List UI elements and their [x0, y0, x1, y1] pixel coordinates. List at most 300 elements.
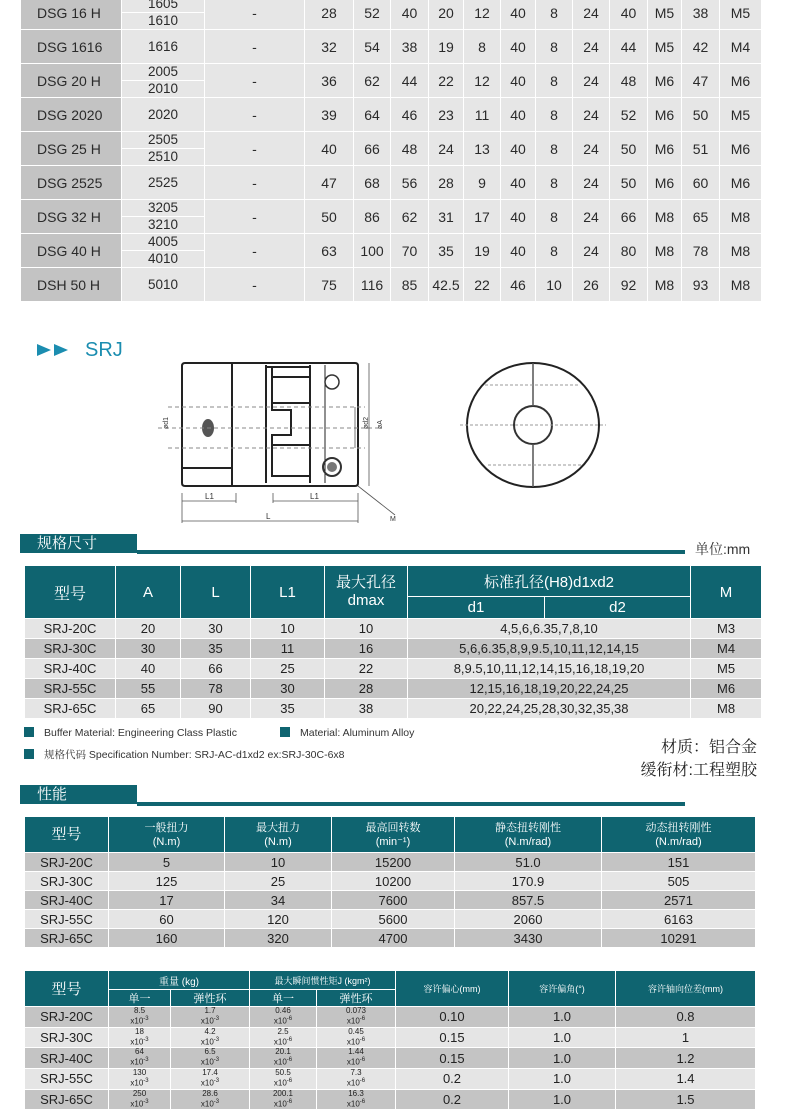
exponent: -3 — [143, 1016, 149, 1022]
table-row — [21, 268, 762, 302]
value-cell: 50 — [610, 132, 648, 166]
dsg-dimension-table — [20, 0, 762, 302]
value-cell: 26 — [573, 268, 610, 302]
screw-code: 1610 — [122, 12, 204, 29]
unit-label: 单位:mm — [695, 541, 751, 557]
perf-cell: 120 — [225, 910, 332, 929]
sci-cell — [250, 1068, 317, 1089]
value-cell: 46 — [501, 268, 536, 302]
value-cell: 19 — [464, 234, 501, 268]
legend-buffer — [24, 727, 237, 739]
perf-cell: 7600 — [332, 891, 455, 910]
value-cell: 8 — [536, 166, 573, 200]
L-cell: 66 — [181, 659, 251, 679]
perf-header-unit: (N.m/rad) — [655, 835, 702, 848]
table-row — [21, 30, 762, 64]
table-row — [25, 853, 756, 872]
sci-cell — [109, 1027, 171, 1048]
srj-title — [37, 338, 123, 362]
value-cell: 75 — [305, 268, 354, 302]
value-cell: 56 — [391, 166, 429, 200]
header-inertia: 最大瞬间惯性矩J (kgm²) — [250, 971, 396, 990]
exponent-part: $x10^{-6}$ — [346, 1057, 366, 1067]
value-cell: 54 — [354, 30, 391, 64]
perf-header — [602, 817, 756, 853]
value-cell: 36 — [305, 64, 354, 98]
sci-cell — [109, 1048, 171, 1069]
exponent-part: $x10^{-3}$ — [200, 1016, 220, 1026]
table-row — [21, 166, 762, 200]
perf-cell: 2571 — [602, 891, 756, 910]
header-A: A — [116, 566, 181, 619]
bore-sizes-cell: 8,9.5,10,11,12,14,15,16,18,19,20 — [408, 659, 691, 679]
value-cell: M6 — [648, 166, 682, 200]
perf-cell: 4700 — [332, 929, 455, 948]
value-cell: 8 — [536, 0, 573, 30]
model-cell: DSG 32 H — [21, 200, 122, 234]
table-row — [25, 1048, 756, 1069]
table-row — [21, 98, 762, 132]
exponent: -6 — [359, 1098, 366, 1105]
perf-cell: 160 — [109, 929, 225, 948]
perf-cell: 10291 — [602, 929, 756, 948]
exponent: -3 — [213, 1057, 220, 1064]
exponent-part: $x10^{-6}$ — [346, 1016, 366, 1026]
perf-cell: 320 — [225, 929, 332, 948]
screw-code: 3210 — [122, 216, 204, 233]
perf-header-label: 型号 — [51, 825, 82, 843]
dmax-cell: 10 — [325, 619, 408, 639]
screw-code: 2505 — [147, 132, 179, 147]
screw-code: 4010 — [122, 250, 204, 267]
srj-coupling-drawing — [150, 355, 610, 530]
value-cell: 8 — [464, 30, 501, 64]
sci-value — [201, 1090, 219, 1109]
perf-header-unit: (N.m) — [264, 835, 292, 848]
perf-cell: 857.5 — [455, 891, 602, 910]
value-cell: 65 — [682, 200, 720, 234]
perf-cell: SRJ-40C — [25, 891, 109, 910]
value-cell: 8 — [536, 30, 573, 64]
value-cell: 46 — [391, 98, 429, 132]
value-cell: 63 — [305, 234, 354, 268]
table-row — [21, 132, 762, 166]
exponent: -3 — [143, 1098, 149, 1105]
perf-header — [225, 817, 332, 853]
value-cell: 24 — [573, 132, 610, 166]
value-cell: 10 — [536, 268, 573, 302]
header-weight: 重量 (kg) — [109, 971, 250, 990]
table-row — [25, 1027, 756, 1048]
M-cell: M8 — [691, 699, 762, 719]
table-row — [25, 1068, 756, 1089]
perf-section-header: 性能 — [20, 785, 137, 804]
bore-sizes-cell: 4,5,6,6.35,7,8,10 — [408, 619, 691, 639]
value-cell: 40 — [501, 200, 536, 234]
legend-code — [24, 747, 345, 762]
sci-cell — [317, 1048, 396, 1069]
exponent-part: $x10^{-3}$ — [200, 1098, 220, 1109]
value-cell: 66 — [610, 200, 648, 234]
screw-code-cell — [122, 268, 205, 302]
value-cell: M5 — [720, 0, 762, 30]
dash-cell: - — [205, 166, 305, 200]
header-weight-ring: 弹性环 — [171, 990, 250, 1007]
M-cell: M4 — [691, 639, 762, 659]
legend-material-text: Material: Aluminum Alloy — [300, 727, 415, 739]
value-cell: 50 — [682, 98, 720, 132]
exponent: -3 — [213, 1016, 220, 1022]
mantissa: 20.1 — [275, 1047, 291, 1057]
table-row — [21, 0, 762, 30]
perf-cell: 5 — [109, 853, 225, 872]
perf-cell: 34 — [225, 891, 332, 910]
legend-code-text: 规格代码 Specification Number: SRJ-AC-d1xd2 ex:SRJ-30C-6x8 — [44, 749, 345, 761]
value-cell: 64 — [354, 98, 391, 132]
value-cell: 78 — [682, 234, 720, 268]
value-cell: M6 — [648, 98, 682, 132]
L1-cell: 11 — [251, 639, 325, 659]
value-cell: 62 — [354, 64, 391, 98]
sci-cell — [109, 1007, 171, 1028]
value-cell: 100 — [354, 234, 391, 268]
value-cell: 38 — [682, 0, 720, 30]
sci-cell — [317, 1027, 396, 1048]
screw-code-cell — [122, 30, 205, 64]
value-cell: 8 — [536, 234, 573, 268]
perf-header — [25, 817, 109, 853]
model-cell: SRJ-55C — [25, 679, 116, 699]
exponent-part: $x10^{-6}$ — [346, 1098, 366, 1109]
value-cell: 116 — [354, 268, 391, 302]
exponent-part: $x10^{-3}$ — [130, 1077, 149, 1088]
legend-buffer-text: Buffer Material: Engineering Class Plastic — [44, 727, 237, 739]
sci-value — [130, 1069, 148, 1088]
A-cell: 30 — [116, 639, 181, 659]
ecc-cell: 0.15 — [396, 1027, 509, 1048]
model-cell: DSG 2020 — [21, 98, 122, 132]
ecc-cell: 0.2 — [396, 1068, 509, 1089]
sci-cell — [171, 1089, 250, 1110]
performance-table — [24, 816, 756, 948]
sci-value — [201, 1028, 219, 1047]
bore-sizes-cell: 20,22,24,25,28,30,32,35,38 — [408, 699, 691, 719]
exponent-part: $x10^{-6}$ — [346, 1077, 366, 1088]
value-cell: 24 — [573, 200, 610, 234]
value-cell: 32 — [305, 30, 354, 64]
value-cell: 40 — [610, 0, 648, 30]
model-cell: SRJ-30C — [25, 1027, 109, 1048]
header-dmax-en: dmax — [347, 592, 385, 609]
ecc-cell: 0.10 — [396, 1007, 509, 1028]
table-row — [25, 1089, 756, 1110]
perf-header-label: 最高回转数 — [365, 821, 421, 834]
model-cell: DSG 20 H — [21, 64, 122, 98]
exponent-part: $x10^{-6}$ — [346, 1036, 366, 1047]
header-L: L — [181, 566, 251, 619]
value-cell: 80 — [610, 234, 648, 268]
exponent: -6 — [359, 1077, 366, 1084]
angle-cell: 1.0 — [509, 1068, 616, 1089]
screw-code-cell — [122, 0, 205, 30]
screw-code: 3205 — [147, 200, 179, 215]
sci-value — [274, 1069, 292, 1088]
screw-code: 2525 — [147, 175, 179, 190]
legend-square-icon — [24, 749, 34, 759]
exponent-part: $x10^{-6}$ — [273, 1057, 293, 1067]
value-cell: 24 — [573, 0, 610, 30]
value-cell: M6 — [648, 132, 682, 166]
header-L1: L1 — [251, 566, 325, 619]
value-cell: M8 — [720, 268, 762, 302]
sci-cell — [171, 1007, 250, 1028]
sci-cell — [250, 1048, 317, 1069]
value-cell: 31 — [429, 200, 464, 234]
model-cell: SRJ-20C — [25, 619, 116, 639]
sci-value — [347, 1090, 365, 1109]
exponent-part: $x10^{-3}$ — [200, 1036, 220, 1047]
screw-code: 5010 — [147, 277, 179, 292]
value-cell: 92 — [610, 268, 648, 302]
sci-cell — [317, 1089, 396, 1110]
value-cell: M8 — [648, 268, 682, 302]
value-cell: 62 — [391, 200, 429, 234]
value-cell: 38 — [391, 30, 429, 64]
sci-cell — [317, 1007, 396, 1028]
perf-cell: SRJ-30C — [25, 872, 109, 891]
sci-value — [346, 1007, 366, 1026]
spec-section-header: 规格尺寸 — [20, 534, 137, 553]
perf-cell: SRJ-20C — [25, 853, 109, 872]
value-cell: 60 — [682, 166, 720, 200]
mantissa: 4.2 — [204, 1027, 216, 1036]
bore-sizes-cell: 12,15,16,18,19,20,22,24,25 — [408, 679, 691, 699]
exponent: -6 — [286, 1057, 293, 1064]
value-cell: 28 — [429, 166, 464, 200]
exponent-part: $x10^{-6}$ — [273, 1098, 293, 1109]
mantissa: 0.45 — [348, 1027, 364, 1036]
value-cell: 12 — [464, 0, 501, 30]
L-cell: 90 — [181, 699, 251, 719]
value-cell: M6 — [720, 166, 762, 200]
exponent-part: $x10^{-3}$ — [200, 1077, 220, 1088]
value-cell: 40 — [501, 98, 536, 132]
perf-header-unit: (N.m) — [152, 835, 181, 848]
value-cell: 40 — [501, 30, 536, 64]
axial-cell: 1 — [616, 1027, 756, 1048]
M-cell: M3 — [691, 619, 762, 639]
perf-cell: 10 — [225, 853, 332, 872]
perf-cell: 3430 — [455, 929, 602, 948]
model-cell: DSH 50 H — [21, 268, 122, 302]
screw-code-cell — [122, 234, 205, 268]
legend-square-icon — [24, 727, 34, 737]
material-cn: 材质：铝合金 — [660, 739, 757, 756]
value-cell: 52 — [354, 0, 391, 30]
value-cell: 44 — [391, 64, 429, 98]
value-cell: 44 — [610, 30, 648, 64]
perf-header — [332, 817, 455, 853]
table-row — [21, 234, 762, 268]
L-cell: 30 — [181, 619, 251, 639]
table-row — [25, 699, 762, 719]
srj-title-text: SRJ — [85, 338, 123, 361]
value-cell: M6 — [720, 132, 762, 166]
value-cell: 40 — [305, 132, 354, 166]
sci-value — [273, 1090, 293, 1109]
buffer-cn: 缓衔材:工程塑胶 — [640, 762, 757, 779]
mantissa: 2.5 — [277, 1027, 289, 1036]
value-cell: 8 — [536, 64, 573, 98]
value-cell: 17 — [464, 200, 501, 234]
sci-value — [274, 1007, 292, 1026]
model-cell: SRJ-20C — [25, 1007, 109, 1028]
value-cell: 35 — [429, 234, 464, 268]
perf-cell: 25 — [225, 872, 332, 891]
perf-cell: SRJ-65C — [25, 929, 109, 948]
header-bore: 标准孔径(H8)d1xd2 — [408, 566, 691, 597]
header-model: 型号 — [25, 971, 109, 1007]
value-cell: 8 — [536, 98, 573, 132]
value-cell: 40 — [501, 166, 536, 200]
divider — [137, 802, 685, 806]
value-cell: 42.5 — [429, 268, 464, 302]
weight-inertia-table — [24, 970, 756, 1110]
value-cell: 28 — [305, 0, 354, 30]
perf-cell: 5600 — [332, 910, 455, 929]
value-cell: M5 — [648, 0, 682, 30]
double-arrow-icon — [37, 343, 73, 357]
header-eccentricity: 容许偏心(mm) — [396, 971, 509, 1007]
model-cell: SRJ-40C — [25, 1048, 109, 1069]
sci-value — [347, 1028, 365, 1047]
sci-cell — [250, 1007, 317, 1028]
exponent: -6 — [286, 1098, 293, 1105]
axial-cell: 1.2 — [616, 1048, 756, 1069]
table-row — [25, 619, 762, 639]
sci-value — [274, 1028, 292, 1047]
L1-cell: 35 — [251, 699, 325, 719]
bore-sizes-cell: 5,6,6.35,8,9,9.5,10,11,12,14,15 — [408, 639, 691, 659]
value-cell: 22 — [429, 64, 464, 98]
perf-header-label: 最大扭力 — [256, 821, 300, 834]
M-cell: M6 — [691, 679, 762, 699]
model-cell: DSG 40 H — [21, 234, 122, 268]
value-cell: 48 — [391, 132, 429, 166]
perf-header — [109, 817, 225, 853]
sci-cell — [171, 1048, 250, 1069]
model-cell: SRJ-65C — [25, 699, 116, 719]
value-cell: M4 — [720, 30, 762, 64]
perf-cell: 15200 — [332, 853, 455, 872]
header-d2: d2 — [545, 597, 691, 619]
M-cell: M5 — [691, 659, 762, 679]
perf-cell: 51.0 — [455, 853, 602, 872]
dash-cell: - — [205, 234, 305, 268]
L-cell: 78 — [181, 679, 251, 699]
table-row — [25, 891, 756, 910]
screw-code-cell — [122, 64, 205, 98]
legend-square-icon — [280, 727, 290, 737]
angle-cell: 1.0 — [509, 1089, 616, 1110]
value-cell: 12 — [464, 64, 501, 98]
dmax-cell: 28 — [325, 679, 408, 699]
perf-cell: 125 — [109, 872, 225, 891]
header-inertia-single: 单一 — [250, 990, 317, 1007]
table-row — [25, 929, 756, 948]
angle-cell: 1.0 — [509, 1007, 616, 1028]
value-cell: 66 — [354, 132, 391, 166]
perf-header-label: 静态扭转刚性 — [495, 821, 561, 834]
table-row — [25, 639, 762, 659]
value-cell: 20 — [429, 0, 464, 30]
label-M: M — [390, 516, 396, 523]
model-cell: SRJ-40C — [25, 659, 116, 679]
sci-value — [201, 1007, 219, 1026]
axial-cell: 0.8 — [616, 1007, 756, 1028]
model-cell: DSG 2525 — [21, 166, 122, 200]
value-cell: 24 — [573, 30, 610, 64]
sci-value — [347, 1048, 365, 1067]
value-cell: 48 — [610, 64, 648, 98]
dash-cell: - — [205, 268, 305, 302]
table-row — [21, 200, 762, 234]
dash-cell: - — [205, 200, 305, 234]
ecc-cell: 0.2 — [396, 1089, 509, 1110]
value-cell: 9 — [464, 166, 501, 200]
dmax-cell: 38 — [325, 699, 408, 719]
sci-value — [130, 1028, 148, 1047]
sci-value — [130, 1090, 148, 1109]
table-row — [25, 679, 762, 699]
exponent: -3 — [213, 1036, 220, 1043]
mantissa: 18 — [135, 1027, 144, 1036]
model-cell: DSG 25 H — [21, 132, 122, 166]
sci-value — [130, 1007, 148, 1026]
header-dmax — [325, 566, 408, 619]
exponent-part: $x10^{-3}$ — [130, 1057, 149, 1067]
mantissa: 250 — [132, 1089, 147, 1098]
sci-cell — [171, 1027, 250, 1048]
value-cell: 8 — [536, 200, 573, 234]
screw-code: 2020 — [147, 107, 179, 122]
value-cell: 8 — [536, 132, 573, 166]
value-cell: 85 — [391, 268, 429, 302]
label-L1-right: L1 — [310, 492, 319, 501]
divider — [137, 550, 685, 554]
spec-table — [24, 565, 762, 719]
mantissa: 17.4 — [202, 1068, 218, 1077]
screw-code: 2510 — [122, 148, 204, 165]
screw-code-cell — [122, 132, 205, 166]
value-cell: 40 — [501, 64, 536, 98]
A-cell: 65 — [116, 699, 181, 719]
label-d1: ød1 — [163, 416, 170, 429]
dash-cell: - — [205, 132, 305, 166]
exponent: -3 — [213, 1077, 220, 1084]
ecc-cell: 0.15 — [396, 1048, 509, 1069]
value-cell: 50 — [610, 166, 648, 200]
dash-cell: - — [205, 64, 305, 98]
value-cell: M8 — [648, 200, 682, 234]
value-cell: 22 — [464, 268, 501, 302]
sci-cell — [109, 1089, 171, 1110]
mantissa: 8.5 — [133, 1006, 146, 1015]
A-cell: 40 — [116, 659, 181, 679]
screw-code: 1605 — [147, 0, 179, 11]
screw-code-cell — [122, 200, 205, 234]
mantissa: 130 — [132, 1068, 147, 1077]
